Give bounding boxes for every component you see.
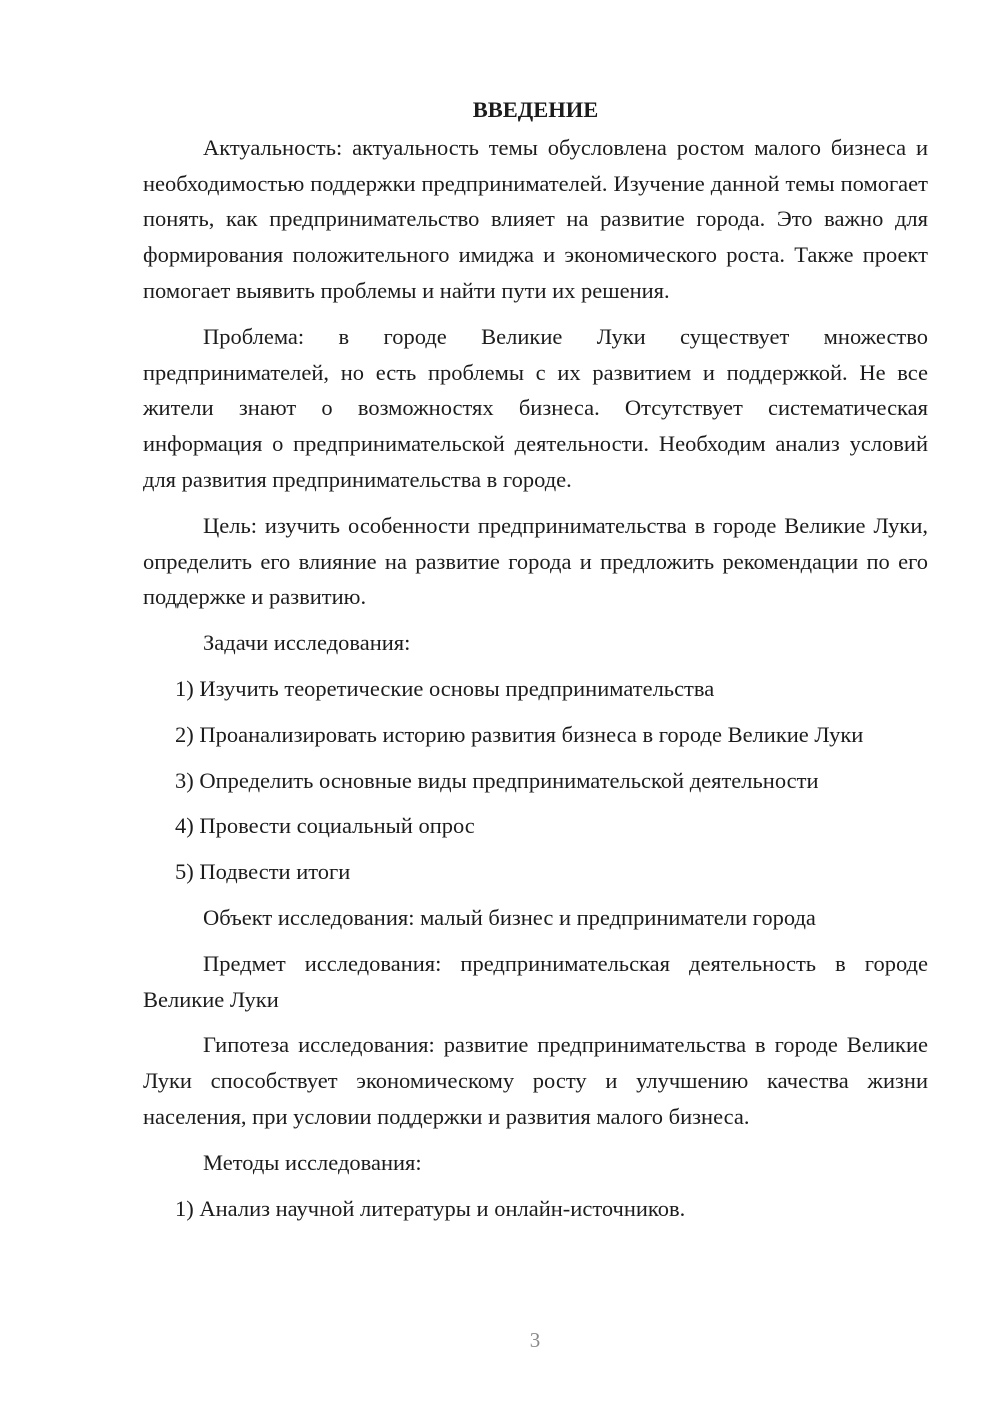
task-item: 4) Провести социальный опрос bbox=[175, 813, 475, 839]
tasks-heading: Задачи исследования: bbox=[203, 630, 411, 656]
task-item: 3) Определить основные виды предпринимательской деятельности bbox=[175, 767, 819, 793]
hypothesis-paragraph: Гипотеза исследования: развитие предпринимательства в городе Великие Луки способствует экономическому росту и улучшению качества жизни населения, при условии поддержки и развития малого бизнеса. bbox=[143, 1032, 928, 1129]
task-item: 5) Подвести итоги bbox=[175, 859, 351, 885]
problem-paragraph: Проблема: в городе Великие Луки существует множество предпринимателей, но есть проблемы с их развитием и поддержкой. Не все жители знают о возможностях бизнеса. Отсутствует систематическая информация о предпринимательской деятельности. Необходим анализ условий для развития предпринимательства в городе. bbox=[143, 323, 928, 492]
relevance-paragraph: Актуальность: актуальность темы обусловлена ростом малого бизнеса и необходимостью поддержки предпринимателей. Изучение данной темы помогает понять, как предпринимательство влияет на развитие города. Это важно для формирования положительного имиджа и экономического роста. Также проект помогает выявить проблемы и найти пути их решения. bbox=[143, 134, 928, 303]
task-item: 1) Изучить теоретические основы предпринимательства bbox=[175, 675, 715, 701]
section-title: ВВЕДЕНИЕ bbox=[472, 97, 599, 122]
method-item: 1) Анализ научной литературы и онлайн-источников. bbox=[175, 1195, 686, 1221]
task-item: 2) Проанализировать историю развития бизнеса в городе Великие Луки bbox=[175, 721, 864, 747]
object-paragraph: Объект исследования: малый бизнес и предприниматели города bbox=[203, 904, 816, 930]
page-number: 3 bbox=[529, 1328, 541, 1352]
subject-paragraph: Предмет исследования: предпринимательская деятельность в городе Великие Луки bbox=[143, 950, 928, 1012]
document-page bbox=[143, 92, 928, 1236]
goal-paragraph: Цель: изучить особенности предпринимательства в городе Великие Луки, определить его влияние на развитие города и предложить рекомендации по его поддержке и развитию. bbox=[143, 512, 928, 610]
methods-heading: Методы исследования: bbox=[203, 1149, 422, 1175]
